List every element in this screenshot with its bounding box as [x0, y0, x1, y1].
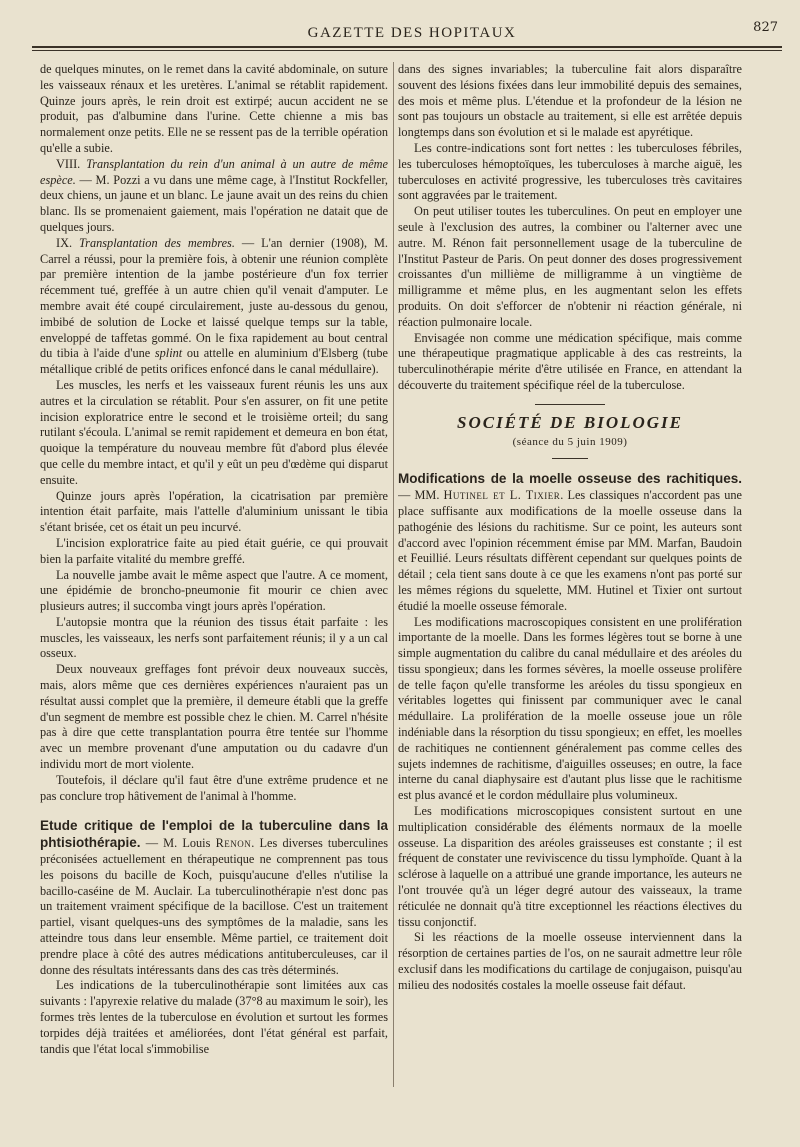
paragraph: On peut utiliser toutes les tuberculines. On peut en employer une seule à l'exclusion des autres, la combiner ou l'alterner avec une autre. M. Rénon fait personnellement usage de la tuberculine de l'Institut Pasteur de Paris. On peut donner des doses progressivement croissantes d'un millième de milligramme à un vingtième de milligramme et même plus, en les augmentant selon les effets produits. On doit s'efforcer de n'obtenir ni réaction générale, ni réaction pulmonaire locale. [398, 204, 742, 329]
article-moelle [398, 471, 742, 614]
section-separator [535, 404, 605, 405]
paragraph: Quinze jours après l'opération, la cicatrisation par première intention était parfaite, mais l'attelle d'aluminium unissant le tibia s'étant brisée, cet os était un peu incurvé. [40, 488, 388, 535]
paragraph: L'incision exploratrice faite au pied était guérie, ce qui prouvait bien la parfaite vitalité du membre greffé. [40, 535, 388, 566]
society-heading: SOCIÉTÉ DE BIOLOGIE [457, 412, 683, 432]
splint-term: splint [154, 346, 183, 361]
article-text: . Les classiques n'accordent pas une place suffisante aux modifications de la moelle osseuse dans la pathogénie des lésions du rachitisme. Sur ce point, les auteurs sont d'accord avec l'opinion récemment émise par MM. Marfan, Baudoin et Feuillié. Leurs résultats diffèrent cependant sur quelques points de détail ; cela tient sans doute à ce que les examens n'ont pas porté sur les mêmes régions du squelette, MM. Hutinel et Tixier ont surtout étudié la moelle osseuse fémorale. [398, 488, 742, 613]
section-text: — M. Pozzi a vu dans une même cage, à l'Institut Rockfeller, deux chiens, un jaune et un blanc. Le jaune avait un des reins du chien blanc. Ils se promenaient gaiement, mais l'opération ne datait que de quelques jours. [40, 172, 388, 234]
article-intro: — M. Louis [145, 836, 211, 851]
section-number: VIII. [56, 156, 81, 171]
paragraph: Si les réactions de la moelle osseuse interviennent dans la résorption de certaines parties de l'os, on ne saurait admettre leur rôle exclusif dans les modifications du cartilage de conjugaison, puisqu'au milieu des nodosités costales la moelle osseuse fait défaut. [398, 930, 742, 992]
article-text: . Les diverses tuberculines préconisées actuellement en thérapeutique ne comprennent pas tous les poisons du bacille de Koch, puisqu'aucune d'elles n'utilise la bacillo-caséine de M. Auclair. La tuberculinothérapie n'est donc pas un traitement vraiment spécifique de la bacillose. C'est un traitement partiel, visant quelques-uns des symptômes de la maladie, sans les atteindre tous dans leur ensemble. Même partiel, ce traitement doit prendre place à côté des autres médications antituberculeuses, car il donne des résultats intéressants dans des cas très déterminés. [40, 836, 388, 977]
paragraph: La nouvelle jambe avait le même aspect que l'autre. A ce moment, une épidémie de broncho-pneumonie fit mourir ce chien avec plusieurs autres; il succomba vingt jours après l'opération. [40, 567, 388, 614]
section-text: ou attelle en aluminium d'Elsberg (tube métallique criblé de petits orifices enfoncé dans le canal médullaire). [40, 346, 388, 377]
section-title: Transplantation des membres. [79, 235, 235, 250]
left-column [40, 62, 388, 1087]
paragraph: Toutefois, il déclare qu'il faut être d'une extrême prudence et ne pas conclure trop hâtivement de l'animal à l'homme. [40, 772, 388, 803]
article-intro: — MM. [398, 488, 440, 503]
article-author: Renon [215, 836, 252, 851]
page-number: 827 [753, 20, 778, 35]
header-rule-thin [32, 50, 782, 51]
article-authors: Hutinel et L. Tixier [443, 488, 561, 503]
short-rule [552, 458, 588, 459]
header-rule [32, 46, 782, 48]
paragraph: Les contre-indications sont fort nettes : les tuberculoses fébriles, les tuberculoses hémoptoïques, les tuberculoses à marche aiguë, les tuberculoses en activité progressive, les tuberculoses très cavitaires sont aggravées par le traitement. [398, 140, 742, 203]
paragraph: dans des signes invariables; la tuberculine fait alors disparaître souvent des lésions fixées dans leur immobilité depuis des semaines, des mois et même plus. L'étendue et la profondeur de la lésion ne sont pas toujours un obstacle au traitement, si elle est arrêtée depuis longtemps dans son évolution et si le malade est apyrétique. [398, 62, 742, 140]
section-title: Transplantation du rein d'un animal à un autre de même espèce. [40, 156, 388, 187]
journal-title: GAZETTE DES HOPITAUX [307, 25, 517, 41]
paragraph-section-ix [40, 236, 388, 378]
article-heading: Etude critique de l'emploi de la tuberculine dans la phtisiothérapie. [40, 818, 388, 851]
paragraph: Les modifications macroscopiques consistent en une prolifération importante de la moelle. Dans les formes légères tout se borne à une simple augmentation du calibre du canal médullaire et des aréoles du tissu spongieux; dans les formes sévères, la moelle osseuse prolifère de telle façon qu'elle transforme les aréoles du tissu spongieux en véritables logettes qui finissent par communiquer avec le canal médullaire. La prolifération de la moelle osseuse joue un rôle indéniable dans la résorption du tissu spongieux; en effet, les moelles de rachitiques ne contiennent généralement pas comme celles des sujets indemnes de rachitisme, d'aiguilles osseuses; en outre, la face interne du canal diaphysaire est d'autant plus lisse que le rachitisme est plus avancé et le cordon médullaire plus volumineux. [398, 614, 742, 803]
article-heading: Modifications de la moelle osseuse des rachitiques. [398, 471, 742, 487]
section-number: IX. [56, 235, 73, 250]
paragraph: Les modifications microscopiques consistent surtout en une multiplication considérable des éléments normaux de la moelle osseuse. La disparition des aréoles graisseuses est constante ; il est fréquent de constater une reviviscence du tissu lymphoïde. Quant à la sclérose à laquelle on a attribué une grande importance, les auteurs ne l'ont trouvée qu'à un léger degré autour des vaisseaux, la trame réticulée ne donnait qu'à titre exceptionnel les réactions électives du tissu conjonctif. [398, 804, 742, 929]
paragraph-section-viii [40, 157, 388, 236]
running-head [40, 22, 784, 46]
right-column [398, 62, 742, 1087]
article-tuberculine [40, 818, 388, 978]
paragraph: Envisagée non comme une médication spécifique, mais comme une thérapeutique pragmatique applicable à des cas restreints, la tuberculinothérapie mérite d'être utilisée en France, en attendant la découverte du traitement spécifique réel de la tuberculose. [398, 330, 742, 392]
paragraph: Deux nouveaux greffages font prévoir deux nouveaux succès, mais, alors même que ces dernières expériences n'auraient pas un résultat aussi complet que la première, il demeure établi que la greffe d'un segment de membre est possible chez le chien. M. Carrel n'hésite pas à dire que cette transplantation pourra être tentée sur l'homme avec un membre provenant d'une amputation ou du cadavre d'un individu mort de mort violente. [40, 662, 388, 772]
paragraph: L'autopsie montra que la réunion des tissus était parfaite : les muscles, les vaisseaux, les nerfs sont parfaitement réunis; il y a un cal osseux. [40, 614, 388, 661]
paragraph: de quelques minutes, on le remet dans la cavité abdominale, on suture les vaisseaux rénaux et les uretères. L'animal se rétablit rapidement. Quinze jours après, le rein droit est extirpé; aucun accident ne se produit, pas d'albumine dans l'urine. Cette chienne a mis bas normalement onze petits. Elle ne se ressent pas de la terrible opération qu'elle a subie. [40, 62, 388, 155]
session-date: (séance du 5 juin 1909) [512, 435, 628, 448]
section-text: — L'an dernier (1908), M. Carrel a réussi, pour la première fois, à obtenir une réunion complète par première intention de la jambe postérieure d'un fox terrier récemment tué, greffée à un autre chien qu'il venait d'amputer. Le membre avait été coupé circulairement, juste au-dessous du genou, imbibé de solution de Locke et laissé quelque temps sur la table, enveloppé de taffetas gommé. On le fixa rapidement au bout central du tibia à l'aide d'une [40, 235, 388, 361]
paragraph: Les muscles, les nerfs et les vaisseaux furent réunis les uns aux autres et la circulation se rétablit. Pour s'en assurer, on fit une petite incision exploratrice entre le second et le troisième orteil; du sang rutilant s'écoula. L'animal se remit rapidement et demeura en bon état, quoique la température du nouveau membre fût d'abord plus élevée que celle du membre intact, et qu'il y eût un peu d'œdème qui disparut ensuite. [40, 377, 388, 487]
paragraph: Les indications de la tuberculinothérapie sont limitées aux cas suivants : l'apyrexie relative du malade (37°8 au maximum le soir), les formes très lentes de la tuberculose en évolution et surtout les formes torpides déjà traitées et améliorées, dont l'état général est parfait, tandis que l'état local s'immobilise [40, 978, 388, 1056]
column-divider [393, 62, 394, 1087]
